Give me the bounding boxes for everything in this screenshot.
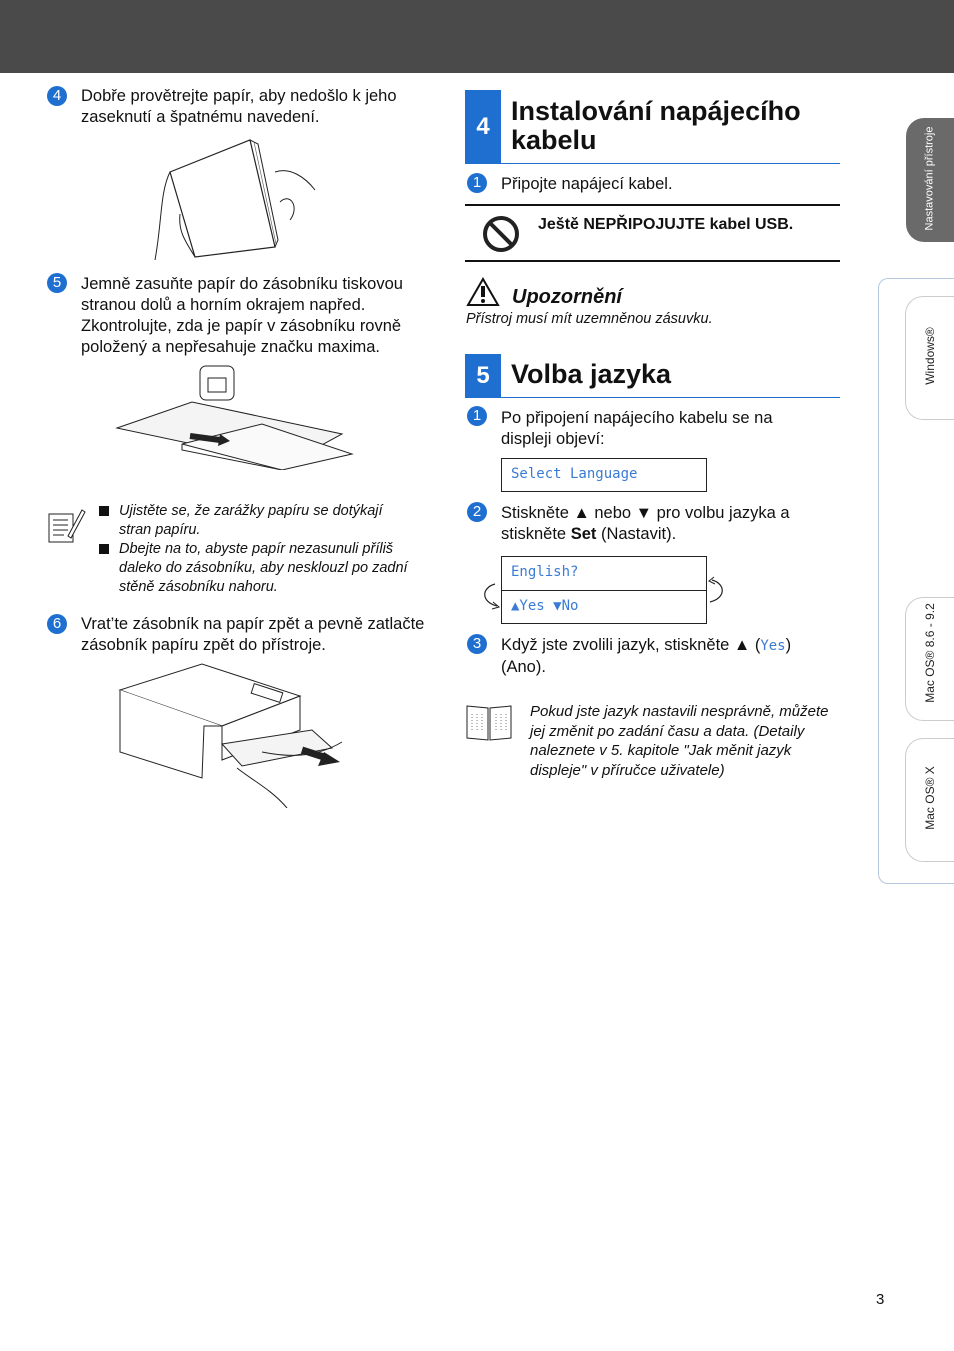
section-4-title: Instalování napájecího kabelu xyxy=(511,96,801,155)
tab-mac-old-label: Mac OS® 8.6 - 9.2 xyxy=(923,603,937,703)
tab-windows-label: Windows® xyxy=(923,327,937,385)
section-5-title: Volba jazyka xyxy=(511,359,672,389)
note-pencil-icon xyxy=(46,506,86,546)
prohibited-icon xyxy=(481,214,521,254)
tab-mac-x-label: Mac OS® X xyxy=(923,766,937,830)
lcd-line: Select Language xyxy=(511,466,638,482)
lcd-divider xyxy=(502,590,706,591)
section-4-rule xyxy=(465,163,840,164)
step-6-number: 6 xyxy=(47,614,67,634)
section-5-step-3-text xyxy=(501,635,821,678)
step-2-text-pre: Stiskněte ▲ nebo ▼ pro volbu jazyka a stiskněte xyxy=(501,504,790,543)
note-item-1-text: Ujistěte se, že zarážky papíru se dotýkají stran papíru. xyxy=(119,503,383,538)
book-note-text: Pokud jste jazyk nastavili nesprávně, můžete jej změnit po zadání času a data. (Detaily naleznete v 5. kapitole "Jak měnit jazyk displeje" v příručce uživatele) xyxy=(530,703,829,779)
warning-text: Ještě NEPŘIPOJUJTE kabel USB. xyxy=(538,216,794,233)
cycle-left-arrow-icon xyxy=(479,580,501,610)
tab-mac-x[interactable] xyxy=(905,738,954,862)
tab-setup[interactable] xyxy=(906,118,954,242)
caution-icon xyxy=(466,277,500,307)
warning-box xyxy=(465,204,840,262)
bullet-square xyxy=(99,506,109,516)
section-4-step-1-text: Připojte napájecí kabel. xyxy=(501,175,673,193)
printer-tray-illustration xyxy=(112,660,352,808)
note-item xyxy=(99,540,417,597)
top-banner xyxy=(0,0,954,73)
book-icon xyxy=(464,702,514,742)
step-5-text: Jemně zasuňte papír do zásobníku tiskovou stranou dolů a horním okrajem napřed. Zkontrolujte, zda je papír v zásobníku rovně položený a nepřesahuje značku maxima. xyxy=(81,275,403,356)
tab-setup-label: Nastavování přístroje xyxy=(923,126,936,231)
section-5-step-1-text: Po připojení napájecího kabelu se na displeji objeví: xyxy=(501,409,773,448)
caution-title: Upozornění xyxy=(512,286,622,308)
paper-tray-illustration xyxy=(112,364,357,470)
bullet-square xyxy=(99,544,109,554)
section-5-number: 5 xyxy=(465,354,501,397)
step-3-text-post: ) (Ano). xyxy=(501,636,792,676)
step-5-number: 5 xyxy=(47,273,67,293)
tab-mac-old[interactable] xyxy=(905,597,954,721)
section-4-number: 4 xyxy=(465,90,501,163)
tab-windows[interactable] xyxy=(905,296,954,420)
step-3-text-pre: Když jste zvolili jazyk, stiskněte ▲ ( xyxy=(501,636,761,654)
set-key-label: Set xyxy=(570,525,597,543)
caution-text: Přístroj musí mít uzemněnou zásuvku. xyxy=(466,311,713,327)
yes-lcd-text: Yes xyxy=(760,638,786,654)
lcd-line-1: English? xyxy=(511,564,579,580)
step-4-text: Dobře provětrejte papír, aby nedošlo k jeho zaseknutí a špatnému navedení. xyxy=(81,87,397,126)
cycle-right-arrow-icon xyxy=(706,576,728,606)
section-5-step-1-number: 1 xyxy=(467,406,487,426)
note-item-2-text: Dbejte na to, abyste papír nezasunuli příliš daleko do zásobníku, aby nesklouzl po zadní stěně zásobníku nahoru. xyxy=(119,541,408,595)
section-4-step-1-number: 1 xyxy=(467,173,487,193)
section-5-rule xyxy=(465,397,840,398)
fan-paper-illustration xyxy=(150,132,320,260)
section-5-step-2-text xyxy=(501,503,821,545)
step-2-text-post: (Nastavit). xyxy=(596,525,677,543)
lcd-line-2: ▲Yes ▼No xyxy=(511,598,579,614)
lcd-english xyxy=(501,556,707,624)
note-list xyxy=(99,502,417,597)
note-item xyxy=(99,502,417,540)
page-number: 3 xyxy=(876,1291,885,1308)
step-4-number: 4 xyxy=(47,86,67,106)
lcd-select-language xyxy=(501,458,707,492)
step-6-text: Vrat’te zásobník na papír zpět a pevně zatlačte zásobník papíru zpět do přístroje. xyxy=(81,615,425,654)
section-5-step-2-number: 2 xyxy=(467,502,487,522)
section-5-step-3-number: 3 xyxy=(467,634,487,654)
